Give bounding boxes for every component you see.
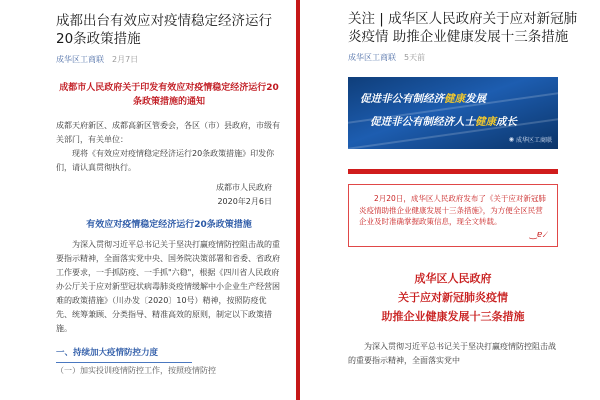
left-cutoff-text: （一）加实投训疫情防控工作，按照疫情防控	[56, 366, 216, 375]
section-divider	[56, 362, 192, 363]
left-body: 为深入贯彻习近平总书记关于坚决打赢疫情防控阻击战的重要指示精神，全面落实党中央、国务院决策部署和省委、省政府工作要求，一手抓防疫、一手抓"六稳"，根据《四川省人民政府办公厅关于应对新型冠状病毒肺炎疫情缓解中小企业生产经营困难的政策措施》（川办发〔2020〕10号）精神，按照防疫优先、统筹兼顾、分类指导、精准高效的原则，制定以下政策措施。	[56, 240, 280, 333]
banner-line-1: 促进非公有制经济健康发展	[360, 93, 486, 105]
left-notice-title: 成都市人民政府关于印发有效应对疫情稳定经济运行20条政策措施的通知	[59, 83, 279, 107]
left-article-title: 成都出台有效应对疫情稳定经济运行20条政策措施	[56, 13, 272, 47]
right-body: 为深入贯彻习近平总书记关于坚决打赢疫情防控阻击战的重要指示精神，全面落实党中	[348, 341, 556, 365]
left-article-date: 2月7日	[112, 55, 139, 64]
left-intro: 现将《有效应对疫情稳定经济运行20条政策措施》印发你们，请认真贯彻执行。	[56, 149, 275, 172]
right-article-title: 关注 | 成华区人民政府关于应对新冠肺炎疫情 助推企业健康发展十三条措施	[348, 11, 578, 45]
left-article-pane[interactable]	[0, 0, 296, 400]
left-article-meta	[56, 54, 282, 65]
banner-image	[348, 77, 558, 149]
left-article-source-link[interactable]: 成华区工商联	[56, 55, 104, 64]
banner-line-2: 促进非公有制经济人士健康成长	[370, 116, 517, 128]
notice-red-bar	[348, 169, 558, 174]
signature-mark: ‿ɐ৴	[529, 229, 547, 240]
right-article-date: 5天前	[404, 53, 426, 62]
left-section-heading: 一、持续加大疫情防控力度	[56, 348, 159, 358]
right-article-source-link[interactable]: 成华区工商联	[348, 53, 396, 62]
right-article-pane[interactable]	[300, 0, 600, 400]
right-article-meta	[348, 52, 588, 63]
right-big-title: 成华区人民政府 关于应对新冠肺炎疫情 助推企业健康发展十三条措施	[381, 271, 525, 323]
notice-box	[348, 184, 558, 247]
left-sign-date: 2020年2月6日	[217, 197, 272, 206]
notice-box-text: 2月20日，成华区人民政府发布了《关于应对新冠肺炎疫情助推企业健康发展十三条措施》，为方便全区民营企业及时准确掌握政策信息，现全文转载。	[359, 194, 546, 226]
banner-watermark: ◉ 成华区工商联	[508, 136, 552, 144]
wechat-icon: ◉	[508, 136, 514, 143]
left-sub-title: 有效应对疫情稳定经济运行20条政策措施	[86, 220, 252, 230]
left-signer: 成都市人民政府	[216, 183, 272, 192]
left-recipients: 成都天府新区、成都高新区管委会，各区（市）县政府，市级有关部门，有关单位：	[56, 121, 280, 144]
